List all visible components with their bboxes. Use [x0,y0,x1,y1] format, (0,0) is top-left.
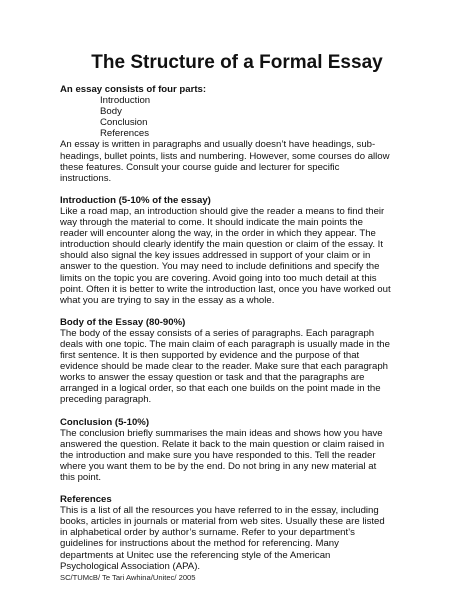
list-item: References [100,128,150,140]
section-gap [60,184,430,195]
intro-paragraph: An essay is written in paragraphs and usually doesn’t have headings, sub- headings, bullet points, lists and numbering. However, some courses do allow these features. Consult your course guide and lecturer for specific instructions. [60,139,390,184]
section-heading-introduction: Introduction (5-10% of the essay) [60,194,211,206]
page-footer: SC/TUMcB/ Te Tari Awhina/Unitec/ 2005 [60,573,196,582]
intro-heading: An essay consists of four parts: [60,84,207,95]
section-paragraph-conclusion: The conclusion briefly summarises the main ideas and shows how you have answered the question. Relate it back to the main question or claim raised in the introduction and make sure you have responded to this. Tell the reader where you want them to be by the end. Do not bring in any new material at this point. [60,427,385,483]
section-heading-conclusion: Conclusion (5-10%) [60,416,150,428]
document-title: The Structure of a Formal Essay [91,52,383,73]
section-gap [60,306,430,317]
section-paragraph-body: The body of the essay consists of a series of paragraphs. Each paragraph deals with one topic. The main claim of each paragraph is usually made in the first sentence. It is then supported by evidence and the purpose of that evidence should be made clear to the reader. Make sure that each paragraph works to answer the essay question or task and that the paragraphs are arranged in a logical order, so that each one builds on the point made in the preceding paragraph. [60,327,390,406]
section-gap [60,483,430,494]
document-body [60,84,430,572]
list-item: Introduction [100,95,151,107]
section-gap [60,406,430,417]
section-heading-body: Body of the Essay (80-90%) [60,316,186,328]
section-paragraph-references: This is a list of all the resources you have referred to in the essay, including books, articles in journals or material from web sites. Usually these are listed in alphabetical order by author’s surname. Refer to your department’s guidelines for instructions about the method for referencing. Many departments at Unitec use the referencing style of the American Psychological Association (APA). [60,505,385,572]
section-heading-references: References [60,494,112,506]
list-item: Conclusion [100,117,148,129]
list-item: Body [100,106,122,118]
section-paragraph-introduction: Like a road map, an introduction should give the reader a means to find their way through the material to come. It should indicate the main points the reader will encounter along the way, in the order in which they appear. The introduction should clearly identify the main question or claim of the essay. It should also signal the key issues addressed in support of your claim or in answer to the question. You may need to include definitions and specify the limits on the topic you are covering. Avoid going into too much detail at this point. Often it is better to write the introduction last, once you have worked out what you are trying to say in the essay as a whole. [60,205,391,306]
parts-list [60,95,430,139]
